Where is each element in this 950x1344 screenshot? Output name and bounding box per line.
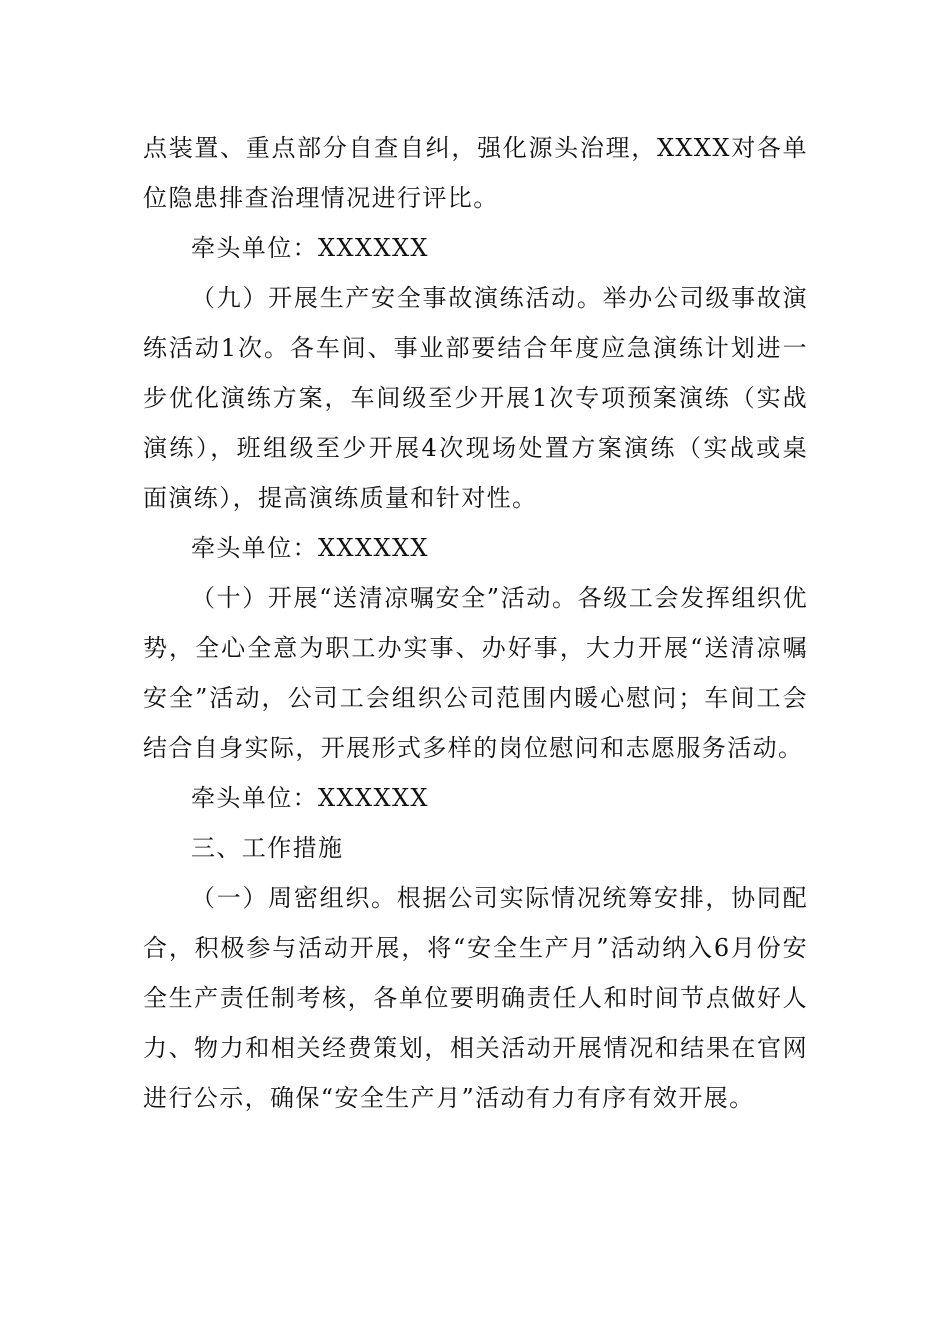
paragraph-measure-1: （一）周密组织。根据公司实际情况统筹安排，协同配合，积极参与活动开展，将“安全生产月”活动纳入6月份安全生产责任制考核，各单位要明确责任人和时间节点做好人力、物力和相关经费策划，相关活动开展情况和结果在官网进行公示，确保“安全生产月”活动有力有序有效开展。 bbox=[143, 884, 808, 1112]
paragraph-item-10: （十）开展“送清凉嘱安全”活动。各级工会发挥组织优势，全心全意为职工办实事、办好事，大力开展“送清凉嘱安全”活动，公司工会组织公司范围内暖心慰问；车间工会结合自身实际，开展形式多样的岗位慰问和志愿服务活动。 bbox=[143, 584, 808, 762]
document-body bbox=[143, 123, 808, 1123]
paragraph-item-9: （九）开展生产安全事故演练活动。举办公司级事故演练活动1次。各车间、事业部要结合年度应急演练计划进一步优化演练方案，车间级至少开展1次专项预案演练（实战演练），班组级至少开展4次现场处置方案演练（实战或桌面演练），提高演练质量和针对性。 bbox=[143, 284, 808, 512]
section-heading: 三、工作措施 bbox=[191, 834, 344, 862]
paragraph-continuation: 点装置、重点部分自查自纠，强化源头治理，XXXX对各单位隐患排查治理情况进行评比。 bbox=[143, 134, 808, 212]
lead-unit-line: 牵头单位：XXXXXX bbox=[191, 784, 429, 812]
lead-unit-line: 牵头单位：XXXXXX bbox=[191, 234, 429, 262]
lead-unit-line: 牵头单位：XXXXXX bbox=[191, 534, 429, 562]
